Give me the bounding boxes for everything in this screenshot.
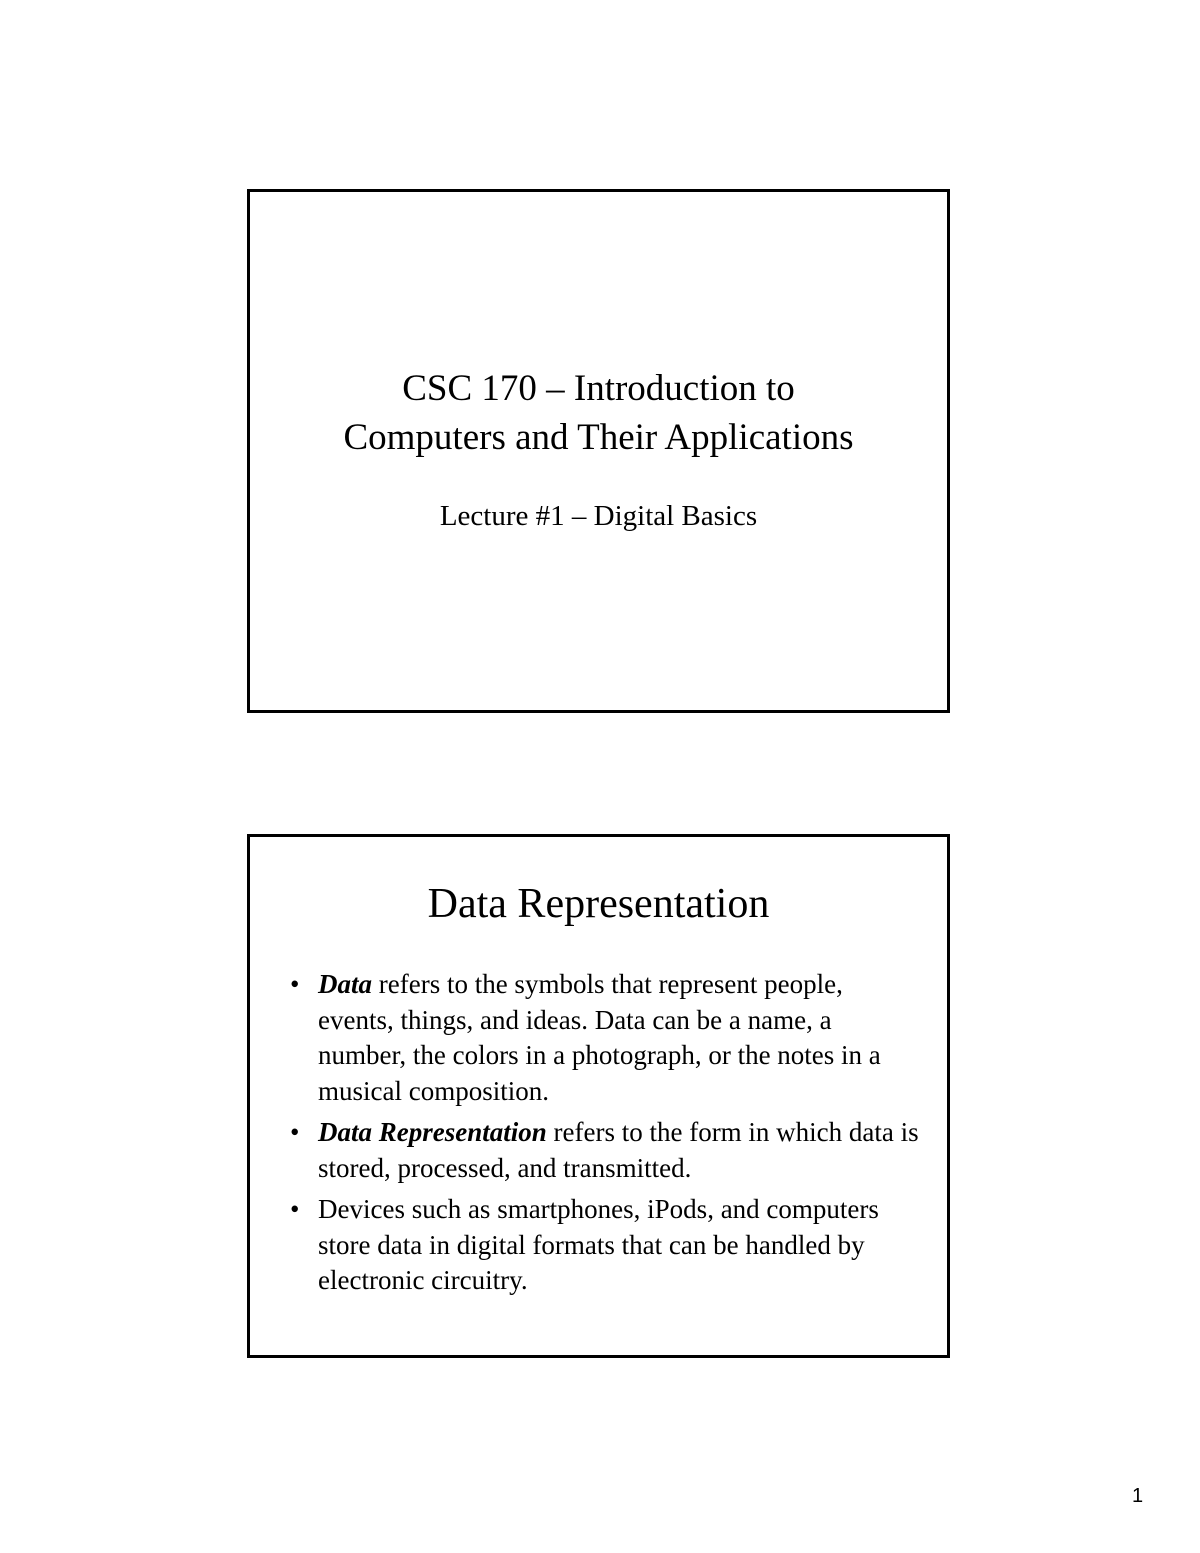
bullet-text: refers to the symbols that represent people, events, things, and ideas. Data can be a name, a number, the colors in a photograph, or the notes in a musical composition. <box>318 969 881 1106</box>
bullet-text: Devices such as smartphones, iPods, and computers store data in digital formats that can be handled by electronic circuitry. <box>318 1194 879 1295</box>
bullet-icon: • <box>290 1117 300 1147</box>
bullet-icon: • <box>290 969 300 999</box>
slide-1-title-line-1: CSC 170 – Introduction to <box>402 368 795 409</box>
bullet-term: Data <box>318 969 372 999</box>
slide-1 <box>247 189 950 713</box>
slide-2 <box>247 834 950 1358</box>
bullet-item <box>290 967 920 1109</box>
bullet-term: Data Representation <box>318 1117 547 1147</box>
slide-1-subtitle: Lecture #1 – Digital Basics <box>439 500 758 532</box>
slide-2-bullet-list <box>290 967 920 1305</box>
slide-1-title <box>250 364 947 462</box>
slide-2-title: Data Representation <box>427 881 770 927</box>
bullet-icon: • <box>290 1194 300 1224</box>
slide-1-title-line-2: Computers and Their Applications <box>343 417 854 458</box>
bullet-text: refers to the form in which data is stored, processed, and transmitted. <box>318 1117 919 1183</box>
bullet-item <box>290 1115 920 1186</box>
bullet-item <box>290 1192 920 1299</box>
page-number: 1 <box>1132 1485 1144 1507</box>
